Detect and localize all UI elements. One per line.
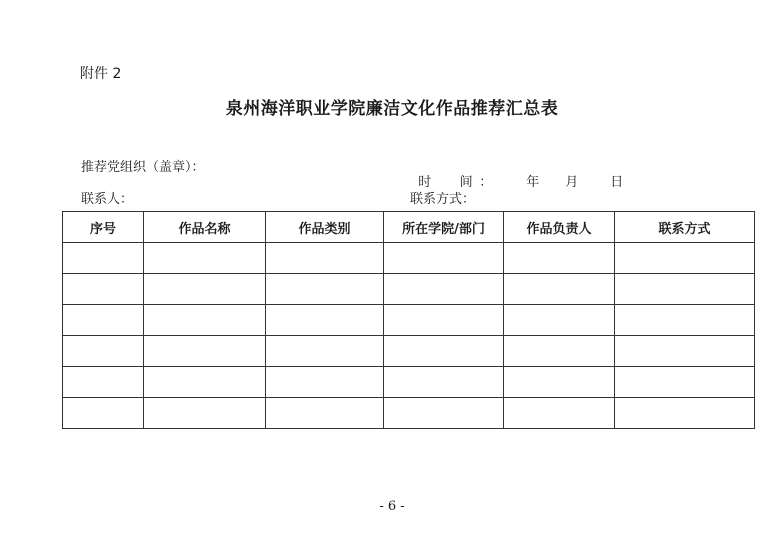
header-work-leader: 作品负责人: [504, 212, 615, 243]
date-month-label: 月: [565, 175, 579, 190]
table-header-row: [63, 212, 755, 243]
page-number: - 6 -: [379, 499, 405, 514]
table-row: [63, 243, 755, 274]
time-field: [410, 156, 623, 190]
table-cell: [504, 398, 615, 429]
table-row: [63, 398, 755, 429]
table-row: [63, 336, 755, 367]
table-cell: [144, 398, 266, 429]
summary-table: [62, 211, 755, 429]
table-cell: [144, 274, 266, 305]
table-cell: [144, 305, 266, 336]
table-cell: [63, 336, 144, 367]
table-cell: [504, 243, 615, 274]
header-contact-method: 联系方式: [615, 212, 755, 243]
table-cell: [384, 305, 504, 336]
table-cell: [63, 305, 144, 336]
table-cell: [266, 367, 384, 398]
table-cell: [504, 274, 615, 305]
table-cell: [504, 336, 615, 367]
table-cell: [384, 398, 504, 429]
table-row: [63, 274, 755, 305]
table-cell: [266, 243, 384, 274]
table-cell: [63, 243, 144, 274]
table-cell: [63, 398, 144, 429]
time-field-label: 时 间：: [418, 175, 493, 190]
table-cell: [384, 367, 504, 398]
table-cell: [266, 305, 384, 336]
table-cell: [615, 398, 755, 429]
header-work-category: 作品类别: [266, 212, 384, 243]
table-cell: [615, 305, 755, 336]
table-cell: [144, 367, 266, 398]
table-cell: [615, 367, 755, 398]
contact-method-label: 联系方式：: [410, 192, 476, 207]
org-field-label: 推荐党组织（盖章）：: [81, 160, 205, 175]
attachment-label: 附件 2: [80, 66, 122, 82]
header-college-department: 所在学院/部门: [384, 212, 504, 243]
table-cell: [266, 336, 384, 367]
table-row: [63, 367, 755, 398]
table-cell: [384, 336, 504, 367]
table-cell: [615, 243, 755, 274]
table-cell: [504, 367, 615, 398]
table-cell: [615, 274, 755, 305]
table-cell: [384, 274, 504, 305]
table-row: [63, 305, 755, 336]
table-cell: [504, 305, 615, 336]
table-cell: [384, 243, 504, 274]
table-cell: [615, 336, 755, 367]
table-cell: [63, 367, 144, 398]
date-year-label: 年: [526, 175, 540, 190]
document-title: 泉州海洋职业学院廉洁文化作品推荐汇总表: [225, 99, 559, 119]
table-cell: [144, 243, 266, 274]
contact-person-label: 联系人：: [81, 192, 134, 207]
header-work-name: 作品名称: [144, 212, 266, 243]
date-day-label: 日: [610, 175, 624, 190]
table-cell: [266, 274, 384, 305]
table-cell: [63, 274, 144, 305]
table-cell: [266, 398, 384, 429]
header-serial-number: 序号: [63, 212, 144, 243]
table-cell: [144, 336, 266, 367]
